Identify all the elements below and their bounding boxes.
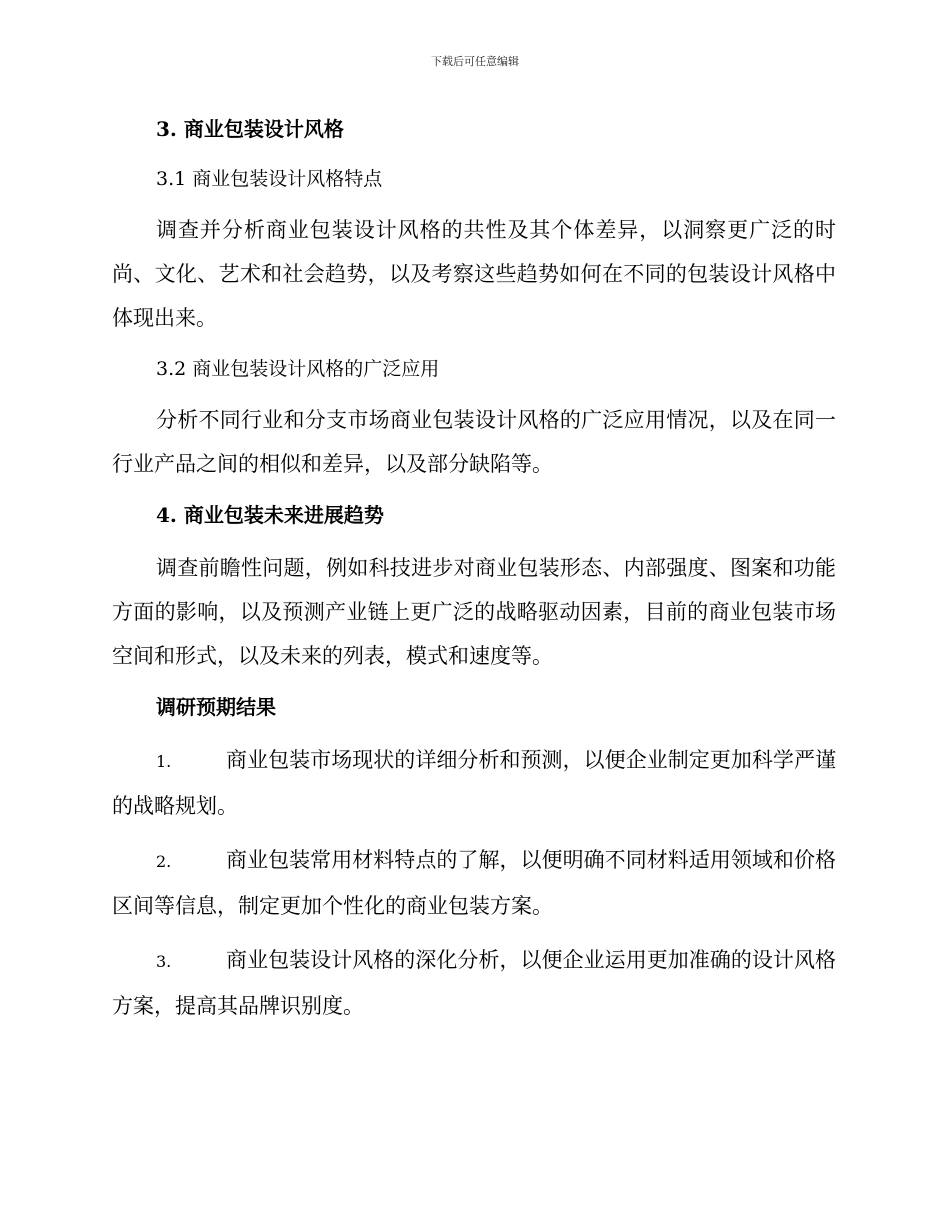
section-3-2-title: 3.2 商业包装设计风格的广泛应用 bbox=[156, 358, 440, 380]
results-item-2 bbox=[112, 838, 836, 928]
section-3-2-body: 分析不同行业和分支市场商业包装设计风格的广泛应用情况，以及在同一行业产品之间的相似和差异，以及部分缺陷等。 bbox=[112, 408, 836, 476]
list-item-text: 商业包装常用材料特点的了解，以便明确不同材料适用领域和价格区间等信息，制定更加个性化的商业包装方案。 bbox=[112, 848, 836, 918]
list-item-text: 商业包装设计风格的深化分析，以便企业运用更加准确的设计风格方案，提高其品牌识别度。 bbox=[112, 948, 836, 1018]
list-number: 2. bbox=[156, 852, 172, 871]
list-number: 3. bbox=[156, 952, 172, 971]
list-number: 1. bbox=[156, 752, 172, 771]
results-title: 调研预期结果 bbox=[156, 695, 276, 719]
results-item-3 bbox=[112, 938, 836, 1028]
document-body bbox=[112, 110, 836, 1038]
section-4-title: 4. 商业包装未来进展趋势 bbox=[156, 503, 384, 527]
section-3-1-title: 3.1 商业包装设计风格特点 bbox=[156, 168, 383, 190]
results-item-1 bbox=[112, 738, 836, 828]
section-3-1-body: 调查并分析商业包装设计风格的共性及其个体差异，以洞察更广泛的时尚、文化、艺术和社会趋势，以及考察这些趋势如何在不同的包装设计风格中体现出来。 bbox=[112, 218, 836, 330]
section-4-body: 调查前瞻性问题，例如科技进步对商业包装形态、内部强度、图案和功能方面的影响，以及预测产业链上更广泛的战略驱动因素，目前的商业包装市场空间和形式，以及未来的列表，模式和速度等。 bbox=[112, 556, 836, 668]
page-header: 下载后可任意编辑 bbox=[431, 55, 519, 68]
section-3-title: 3. 商业包装设计风格 bbox=[156, 117, 344, 141]
list-item-text: 商业包装市场现状的详细分析和预测，以便企业制定更加科学严谨的战略规划。 bbox=[112, 748, 836, 818]
